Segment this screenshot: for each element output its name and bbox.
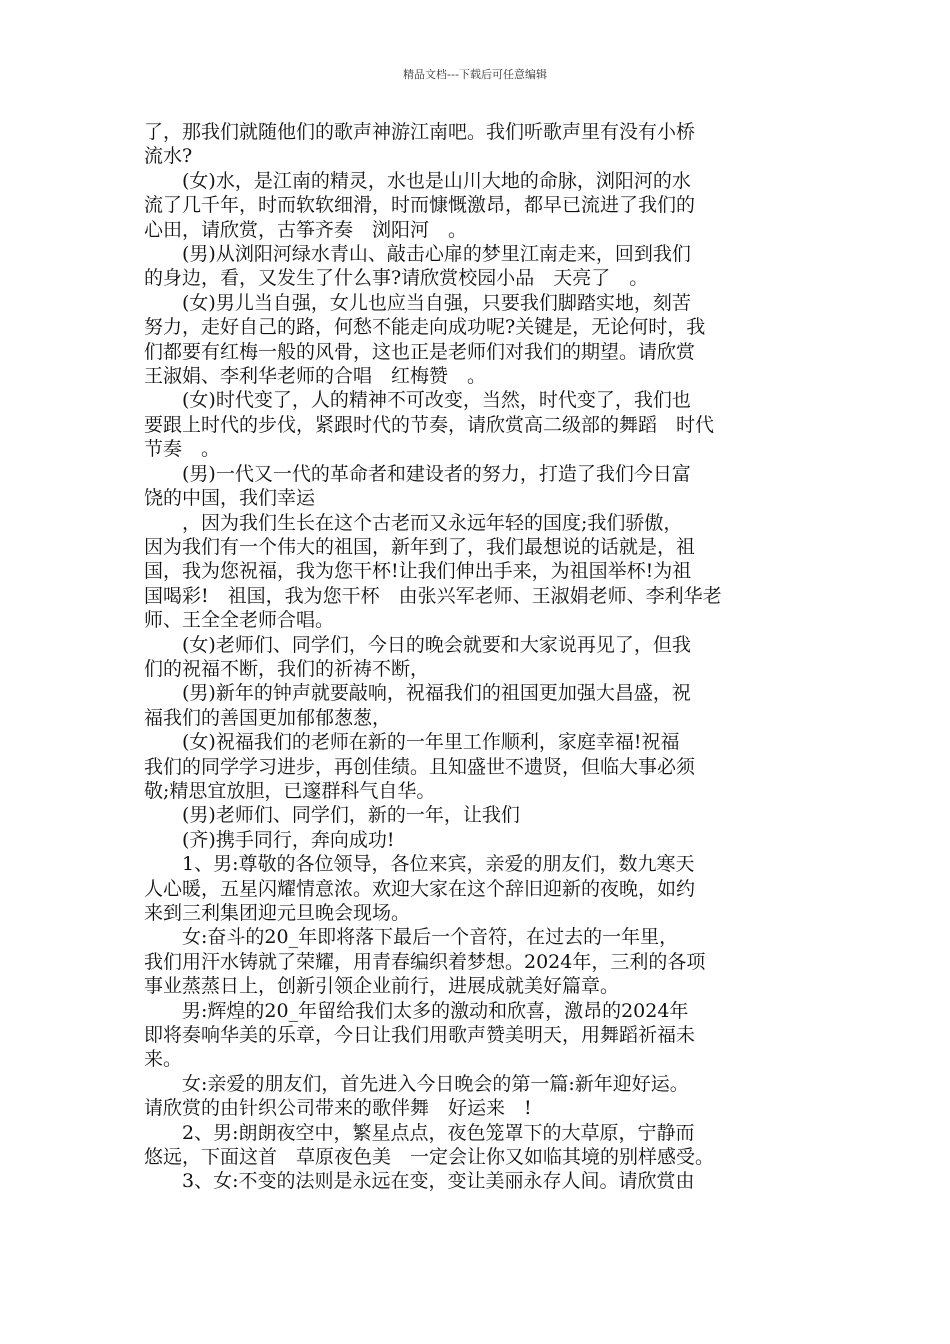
text-line: 请欣赏的由针织公司带来的歌伴舞 好运来 ! [144,1097,532,1120]
text-line: 节奏 。 [144,438,221,461]
text-line: 1、男:尊敬的各位领导，各位来宾，亲爱的朋友们，数九寒天 [144,853,695,876]
text-line: (男)从浏阳河绿水青山、敲击心扉的梦里江南走来，回到我们 [144,243,691,266]
text-line: 们的祝福不断，我们的祈祷不断， [144,657,430,680]
text-line: (女)老师们、同学们，今日的晚会就要和大家说再见了，但我 [144,633,691,656]
text-line: 我们的同学学习进步，再创佳绩。且知盛世不遗贤，但临大事必须 [144,755,696,778]
text-line: 事业蒸蒸日上，创新引领企业前行，进展成就美好篇章。 [144,975,620,998]
text-line: ，因为我们生长在这个古老而又永远年轻的国度;我们骄傲， [144,511,683,534]
text-line: (齐)携手同行，奔向成功! [144,828,395,851]
text-line: 男:辉煌的20_年留给我们太多的激动和欣喜，激昂的2024年 [144,999,689,1022]
text-line: 人心暖，五星闪耀情意浓。欢迎大家在这个辞旧迎新的夜晚，如约 [144,877,696,900]
text-line: (男)新年的钟声就要敲响，祝福我们的祖国更加强大昌盛，祝 [144,682,691,705]
text-line: 的身边，看，又发生了什么事?请欣赏校园小品 天亮了 。 [144,267,649,290]
text-line: 饶的中国，我们幸运 [144,487,316,510]
text-line: (女)祝福我们的老师在新的一年里工作顺利，家庭幸福!祝福 [144,731,680,754]
text-line: 3、女:不变的法则是永远在变，变让美丽永存人间。请欣赏由 [144,1170,695,1193]
text-line: 王淑娟、李利华老师的合唱 红梅赞 。 [144,365,487,388]
text-line: (男)一代又一代的革命者和建设者的努力，打造了我们今日富 [144,462,691,485]
text-line: 要跟上时代的步伐，紧跟时代的节奏，请欣赏高二级部的舞蹈 时代 [144,413,715,436]
text-line: 来。 [144,1048,183,1071]
text-line: 流水? [144,145,193,168]
text-line: 心田，请欣赏，古筝齐奏 浏阳河 。 [144,218,468,241]
text-line: 因为我们有一个伟大的祖国，新年到了，我们最想说的话就是，祖 [144,535,696,558]
text-line: 们都要有红梅一般的风骨，这也正是老师们对我们的期望。请欣赏 [144,340,696,363]
text-line: (女)男儿当自强，女儿也应当自强，只要我们脚踏实地，刻苦 [144,291,691,314]
text-line: 来到三利集团迎元旦晚会现场。 [144,902,411,924]
text-line: 女:奋斗的20_年即将落下最后一个音符，在过去的一年里， [144,926,679,949]
text-line: 2、男:朗朗夜空中，繁星点点，夜色笼罩下的大草原，宁静而 [144,1121,695,1144]
text-line: 福我们的善国更加郁郁葱葱， [144,706,392,729]
text-line: 国喝彩! 祖国，我为您干杯 由张兴军老师、王淑娟老师、李利华老 [144,584,722,607]
text-line: 敬;精思宜放胆，已邃群科气自华。 [144,779,436,802]
text-line: 了，那我们就随他们的歌声神游江南吧。我们听歌声里有没有小桥 [144,121,696,143]
text-line: (女)水，是江南的精灵，水也是山川大地的命脉，浏阳河的水 [144,169,691,192]
text-line: 悠远，下面这首 草原夜色美 一定会让你又如临其境的别样感受。 [144,1146,715,1169]
text-line: (男)老师们、同学们，新的一年，让我们 [144,804,520,827]
text-line: 我们用汗水铸就了荣耀，用青春编织着梦想。2024年，三利的各项 [144,950,706,973]
text-line: 师、王全全老师合唱。 [144,609,335,632]
text-line: 女:亲爱的朋友们，首先进入今日晚会的第一篇:新年迎好运。 [144,1072,689,1095]
document-body [144,120,814,1194]
text-line: 即将奏响华美的乐章，今日让我们用歌声赞美明天，用舞蹈祈福未 [144,1024,696,1047]
page-header: 精品文档---下载后可任意编辑 [403,68,547,81]
text-line: (女)时代变了，人的精神不可改变，当然，时代变了，我们也 [144,389,691,412]
text-line: 国，我为您祝福，我为您干杯!让我们伸出手来，为祖国举杯!为祖 [144,560,692,583]
text-line: 努力，走好自己的路，何愁不能走向成功呢?关键是，无论何时，我 [144,316,706,339]
text-line: 流了几千年，时而软软细滑，时而慷慨激昂，都早已流进了我们的 [144,194,696,217]
